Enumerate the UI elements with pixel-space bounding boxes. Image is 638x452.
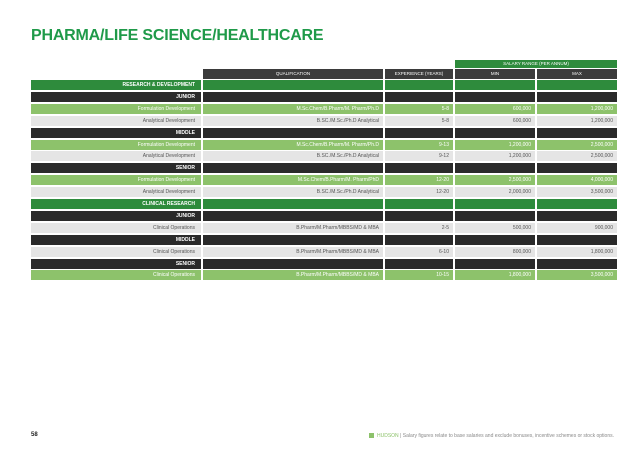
cell-max — [537, 199, 617, 209]
cell-experience — [385, 199, 453, 209]
cell-min — [455, 163, 535, 173]
cell-experience: 9-12 — [385, 151, 453, 161]
cell-min — [455, 211, 535, 221]
footer-separator: | — [400, 433, 402, 439]
cell-qualification: M.Sc.Chem/B.Pharm/M. Pharm/PhD — [203, 175, 383, 185]
cell-role: MIDDLE — [31, 235, 201, 245]
footer-brand: HUDSON — [377, 433, 399, 439]
cell-experience: 5-8 — [385, 116, 453, 126]
cell-role: CLINICAL RESEARCH — [31, 199, 201, 209]
cell-role: Clinical Operations — [31, 270, 201, 280]
cell-role: RESEARCH & DEVELOPMENT — [31, 80, 201, 90]
cell-qualification — [203, 128, 383, 138]
cell-min — [455, 199, 535, 209]
cell-max: 2,500,000 — [537, 140, 617, 150]
cell-experience: 6-10 — [385, 247, 453, 257]
cell-qualification: B.SC./M.Sc./Ph.D Analytical — [203, 187, 383, 197]
cell-min: 500,000 — [455, 223, 535, 233]
cell-qualification — [203, 199, 383, 209]
footer-note — [369, 433, 614, 439]
cell-role: SENIOR — [31, 259, 201, 269]
cell-experience — [385, 235, 453, 245]
cell-max: 1,200,000 — [537, 104, 617, 114]
cell-qualification: B.SC./M.Sc./Ph.D Analytical — [203, 151, 383, 161]
cell-qualification: B.Pharm/M.Pharm/MBBS/MD & MBA — [203, 223, 383, 233]
cell-min: 600,000 — [455, 116, 535, 126]
cell-qualification — [203, 80, 383, 90]
cell-role: Clinical Operations — [31, 247, 201, 257]
brand-square-icon — [369, 433, 374, 438]
page-title: PHARMA/LIFE SCIENCE/HEALTHCARE — [31, 27, 324, 44]
cell-max — [537, 259, 617, 269]
cell-role: Formulation Development — [31, 175, 201, 185]
cell-experience: 2-5 — [385, 223, 453, 233]
cell-role: Analytical Development — [31, 151, 201, 161]
cell-min: 600,000 — [455, 104, 535, 114]
cell-min: 1,200,000 — [455, 151, 535, 161]
cell-min — [455, 235, 535, 245]
cell-max: 4,000,000 — [537, 175, 617, 185]
cell-qualification: B.Pharm/M.Pharm/MBBS/MD & MBA — [203, 270, 383, 280]
cell-experience — [385, 80, 453, 90]
cell-max — [537, 92, 617, 102]
cell-qualification — [203, 235, 383, 245]
cell-qualification: B.SC./M.Sc./Ph.D Analytical — [203, 116, 383, 126]
cell-role: JUNIOR — [31, 211, 201, 221]
cell-experience: 12-20 — [385, 187, 453, 197]
header-cell-min: MIN — [455, 69, 535, 79]
cell-min — [455, 128, 535, 138]
cell-qualification — [203, 92, 383, 102]
cell-min: 800,000 — [455, 247, 535, 257]
cell-max: 3,500,000 — [537, 270, 617, 280]
cell-qualification: B.Pharm/M.Pharm/MBBS/MD & MBA — [203, 247, 383, 257]
cell-role: Analytical Development — [31, 187, 201, 197]
cell-role: Clinical Operations — [31, 223, 201, 233]
cell-max: 1,800,000 — [537, 247, 617, 257]
cell-experience — [385, 92, 453, 102]
cell-qualification — [203, 163, 383, 173]
cell-role: Analytical Development — [31, 116, 201, 126]
cell-min — [455, 259, 535, 269]
cell-min: 1,800,000 — [455, 270, 535, 280]
header-cell-qualification: QUALIFICATION — [203, 69, 383, 79]
cell-role: SENIOR — [31, 163, 201, 173]
cell-qualification: M.Sc.Chem/B.Pharm/M. Pharm/Ph.D — [203, 140, 383, 150]
cell-min — [455, 92, 535, 102]
cell-qualification — [203, 211, 383, 221]
header-cell-max: MAX — [537, 69, 617, 79]
cell-experience: 5-8 — [385, 104, 453, 114]
cell-qualification — [203, 259, 383, 269]
cell-role: JUNIOR — [31, 92, 201, 102]
cell-role: MIDDLE — [31, 128, 201, 138]
cell-role: Formulation Development — [31, 140, 201, 150]
cell-experience — [385, 163, 453, 173]
cell-role: Formulation Development — [31, 104, 201, 114]
cell-experience — [385, 211, 453, 221]
cell-experience — [385, 259, 453, 269]
cell-max — [537, 80, 617, 90]
cell-max — [537, 235, 617, 245]
cell-experience: 10-15 — [385, 270, 453, 280]
cell-min: 1,200,000 — [455, 140, 535, 150]
cell-experience: 9-13 — [385, 140, 453, 150]
cell-min: 2,000,000 — [455, 187, 535, 197]
cell-qualification: M.Sc.Chem/B.Pharm/M. Pharm/Ph.D — [203, 104, 383, 114]
header-cell-role — [31, 69, 201, 79]
cell-max — [537, 128, 617, 138]
page-number: 58 — [31, 432, 38, 438]
footer-note-text: Salary figures relate to base salaries and exclude bonuses, incentive schemes or stock options. — [402, 433, 614, 439]
cell-experience — [385, 128, 453, 138]
header-cell-experience: EXPERIENCE (YEARS) — [385, 69, 453, 79]
cell-max: 2,500,000 — [537, 151, 617, 161]
cell-min — [455, 80, 535, 90]
salary-range-header: SALARY RANGE (PER ANNUM) — [455, 60, 617, 68]
cell-min: 2,500,000 — [455, 175, 535, 185]
cell-experience: 12-20 — [385, 175, 453, 185]
cell-max — [537, 163, 617, 173]
cell-max: 1,200,000 — [537, 116, 617, 126]
cell-max: 900,000 — [537, 223, 617, 233]
cell-max — [537, 211, 617, 221]
cell-max: 3,500,000 — [537, 187, 617, 197]
